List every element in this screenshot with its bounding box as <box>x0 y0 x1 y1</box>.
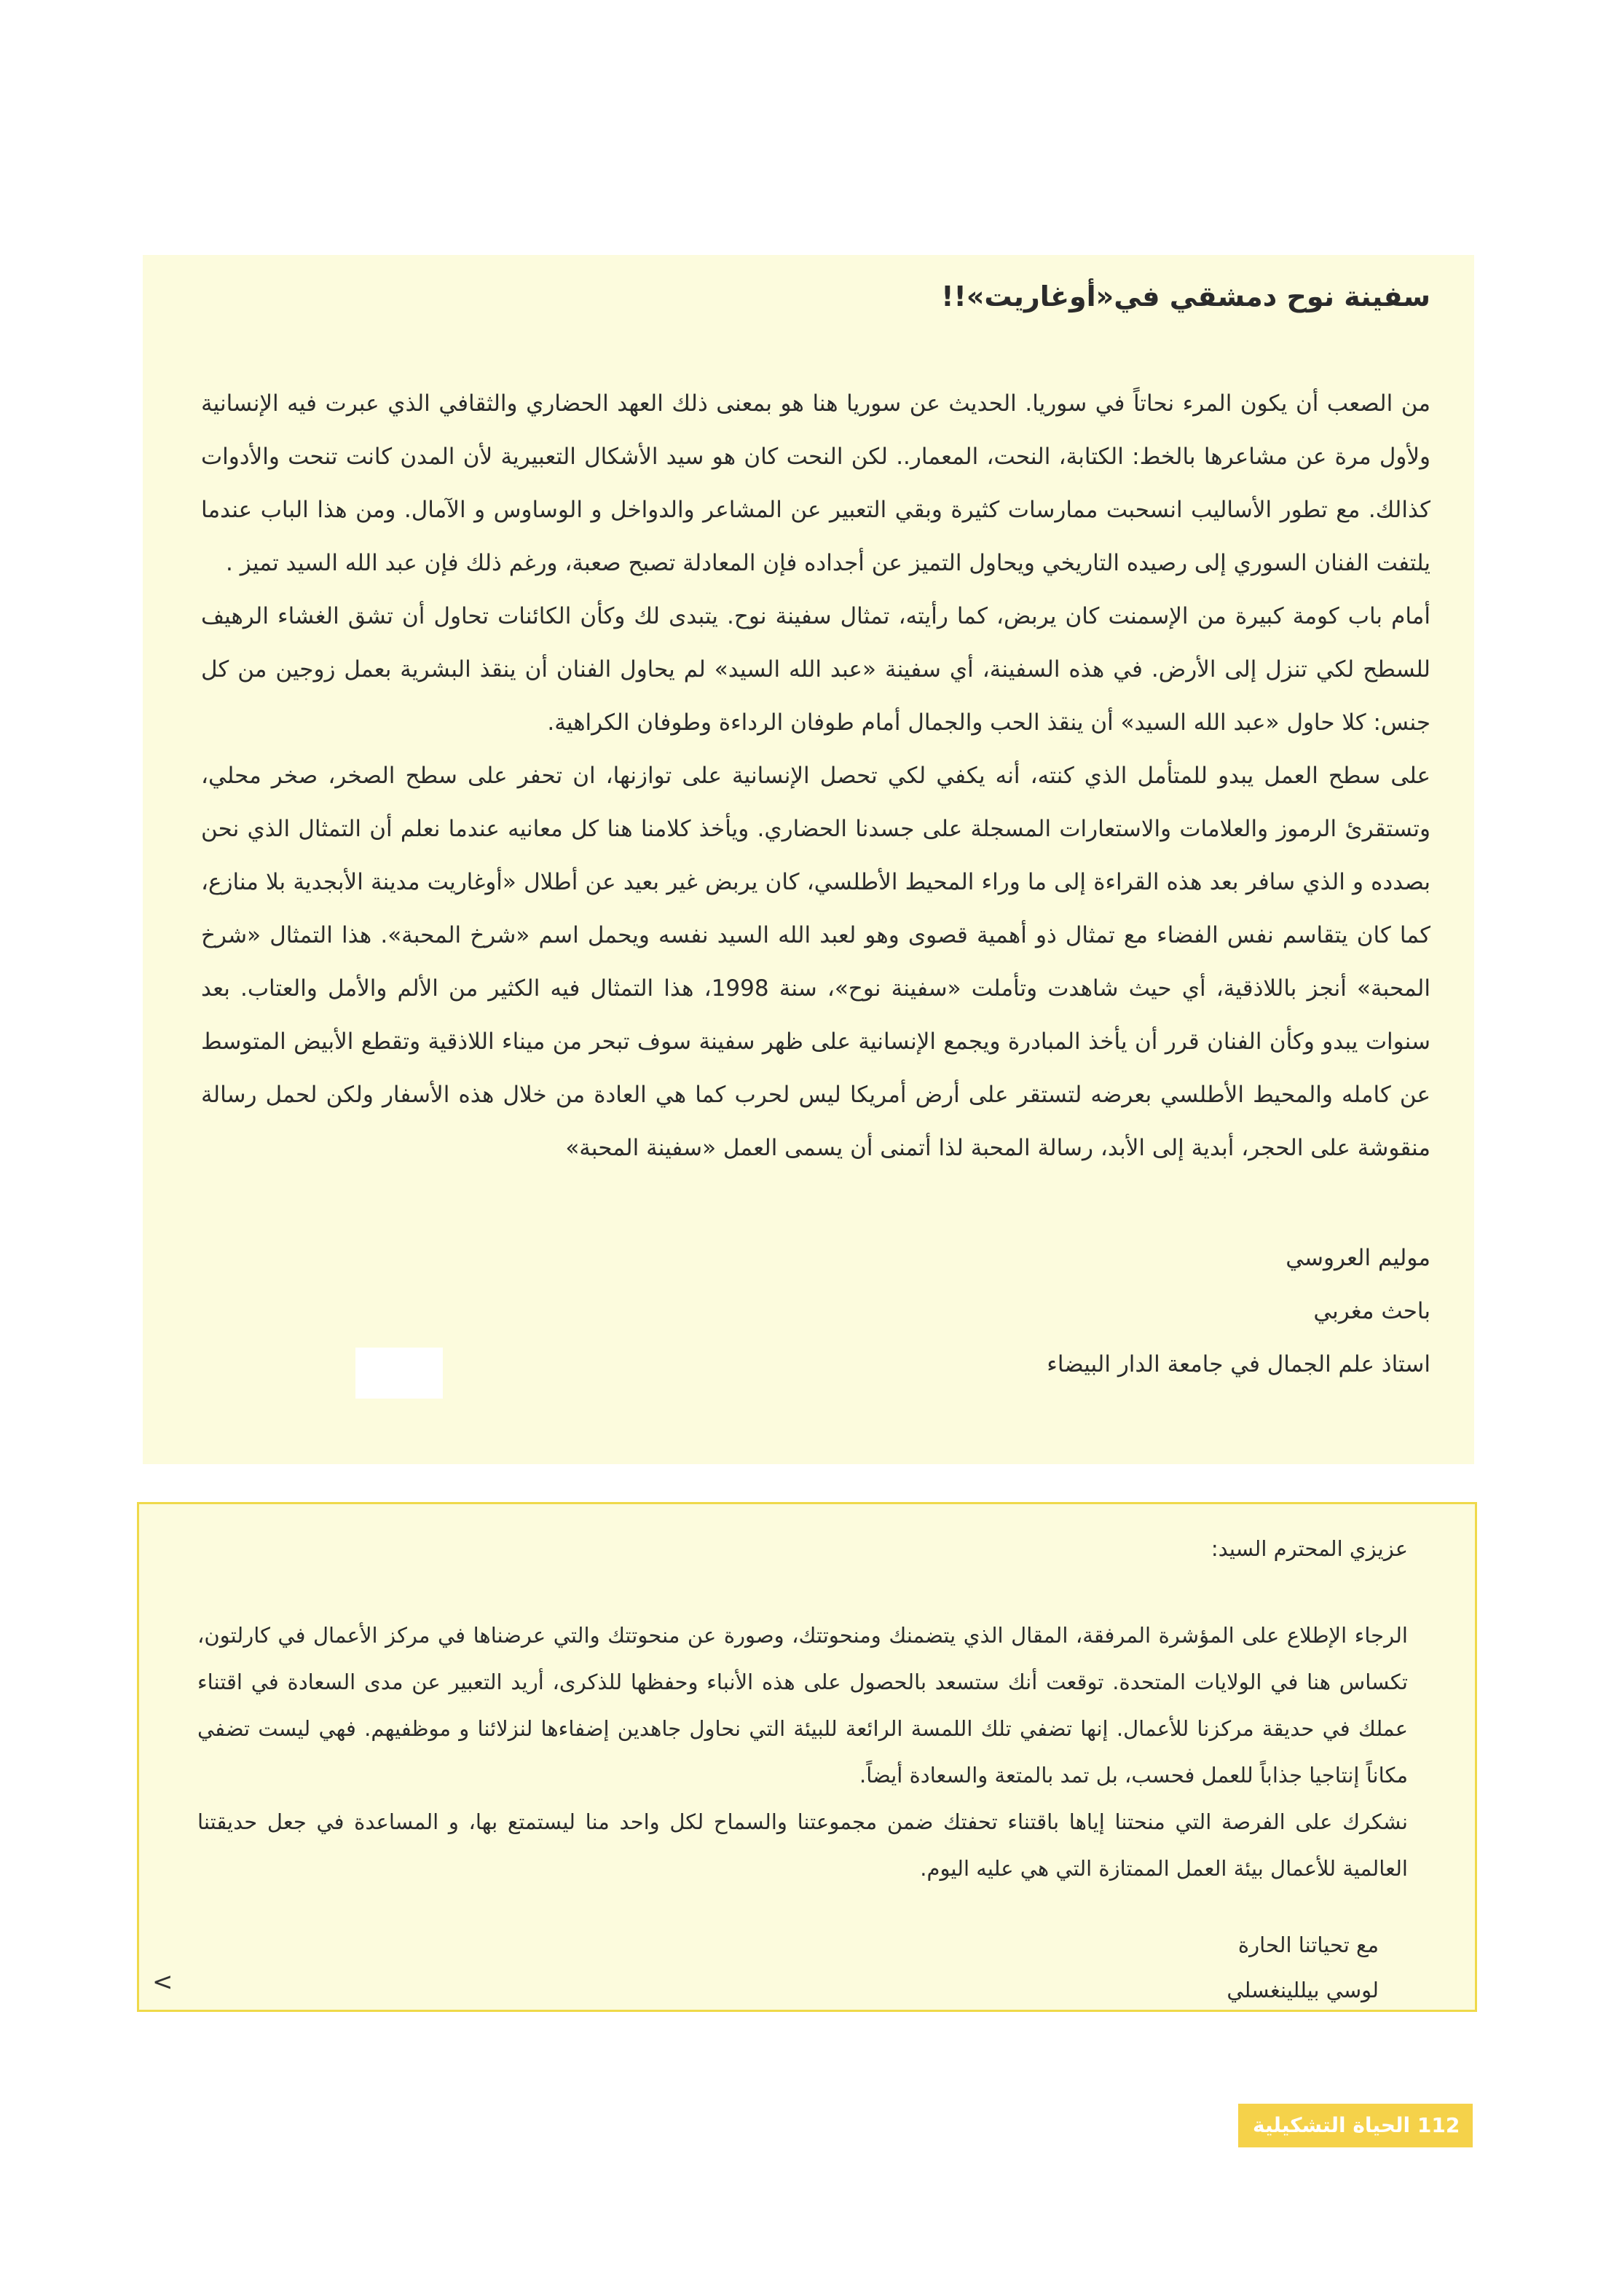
page-number: 112 <box>1417 2113 1460 2137</box>
author-role: باحث مغربي <box>1313 1298 1430 1324</box>
article-body <box>201 377 1430 1175</box>
letter-closing-line: مع تحياتنا الحارة <box>1237 1933 1379 1957</box>
redacted-area <box>355 1348 443 1399</box>
letter-paragraph: الرجاء الإطلاع على المؤشرة المرفقة، المقال الذي يتضمنك ومنحوتتك، وصورة عن منحوتتك والتي عرضناها في مركز الأعمال في كارلتون، تكساس هنا في الولايات المتحدة. توقعت أنك ستسعد بالحصول على هذه الأنباء وحفظها للذكرى، أريد التعبير عن مدى السعادة في اقتناء عملك في حديقة مركزنا للأعمال. إنها تضفي تلك اللمسة الرائعة للبيئة التي نحاول جاهدين إضفاءها لنزلائنا و موظفيهم. فهي ليست تضفي مكاناً إنتاجيا جذاباً للعمل فحسب، بل تمد بالمتعة والسعادة أيضاً. <box>197 1623 1408 1788</box>
letter-box <box>137 1502 1477 2012</box>
letter-body <box>197 1612 1408 1892</box>
article-paragraph: على سطح العمل يبدو للمتأمل الذي كنته، أنه يكفي لكي تحصل الإنسانية على توازنها، ان تحفر على سطح الصخر، صخر محلي، وتستقرئ الرموز والعلامات والاستعارات المسجلة على جسدنا الحضاري. ويأخذ كلامنا هنا كل معانيه عندما نعلم أن التمثال الذي نحن بصدده و الذي سافر بعد هذه القراءة إلى ما وراء المحيط الأطلسي، كان يربض غير بعيد عن أطلال «أوغاريت مدينة الأبجدية بلا منازع، كما كان يتقاسم نفس الفضاء مع تمثال ذو أهمية قصوى وهو لعبد الله السيد نفسه ويحمل اسم «شرخ المحبة». هذا التمثال «شرخ المحبة» أنجز باللاذقية، أي حيث شاهدت وتأملت «سفينة نوح»، سنة 1998، هذا التمثال فيه الكثير من الألم والأمل والعتاب. بعد سنوات يبدو وكأن الفنان قرر أن يأخذ المبادرة ويجمع الإنسانية على ظهر سفينة سوف تبحر من ميناء اللاذقية وتقطع الأبيض المتوسط عن كامله والمحيط الأطلسي بعرضه لتستقر على أرض أمريكا ليس لحرب كما هي العادة من خلال هذه الأسفار ولكن لحمل رسالة منقوشة على الحجر، أبدية إلى الأبد، رسالة المحبة لذا أتمنى أن يسمى العمل «سفينة المحبة» <box>201 763 1430 1161</box>
article-title: سفينة نوح دمشقي في«أوغاريت»!! <box>941 280 1430 312</box>
article-box <box>143 255 1474 1464</box>
article-paragraph: من الصعب أن يكون المرء نحاتاً في سوريا. الحديث عن سوريا هنا هو بمعنى ذلك العهد الحضاري والثقافي الذي عبرت فيه الإنسانية ولأول مرة عن مشاعرها بالخط: الكتابة، النحت، المعمار.. لكن النحت كان هو سيد الأشكال التعبيرية لأن المدن كانت تنحت والأدوات كذالك. مع تطور الأساليب انسحبت ممارسات كثيرة وبقي التعبير عن المشاعر والدواخل و الوساوس و الآمال. ومن هذا الباب عندما يلتفت الفنان السوري إلى رصيده التاريخي ويحاول التميز عن أجداده فإن المعادلة تصبح صعبة، ورغم ذلك فإن عبد الله السيد تميز . <box>201 390 1430 576</box>
letter-paragraph: نشكرك على الفرصة التي منحتنا إياها باقتناء تحفتك ضمن مجموعتنا والسماح لكل واحد منا ليستمتع بها، و المساعدة في جعل حديقتنا العالمية للأعمال بيئة العمل الممتازة التي هي عليه اليوم. <box>197 1809 1408 1881</box>
letter-greeting: عزيزي المحترم السيد: <box>1210 1536 1408 1561</box>
article-paragraph: أمام باب كومة كبيرة من الإسمنت كان يربض، كما رأيته، تمثال سفينة نوح. يتبدى لك وكأن الكائنات تحاول أن تشق الغشاء الرهيف للسطح لكي تنزل إلى الأرض. في هذه السفينة، أي سفينة «عبد الله السيد» لم يحاول الفنان أن ينقذ البشرية بعمل زوجين من كل جنس: كلا حاول «عبد الله السيد» أن ينقذ الحب والجمال أمام طوفان الرداءة وطوفان الكراهية. <box>201 603 1430 736</box>
margin-mark: > <box>152 1967 173 1997</box>
letter-closing <box>197 1922 1408 2013</box>
author-position: استاذ علم الجمال في جامعة الدار البيضاء <box>1047 1351 1430 1377</box>
magazine-name: الحياة التشكيلية <box>1253 2113 1411 2137</box>
author-name: موليم العروسي <box>1286 1245 1430 1271</box>
footer-page-tab <box>1238 2104 1473 2147</box>
letter-sender: لوسي بيللينغسلي <box>1227 1978 1379 2002</box>
